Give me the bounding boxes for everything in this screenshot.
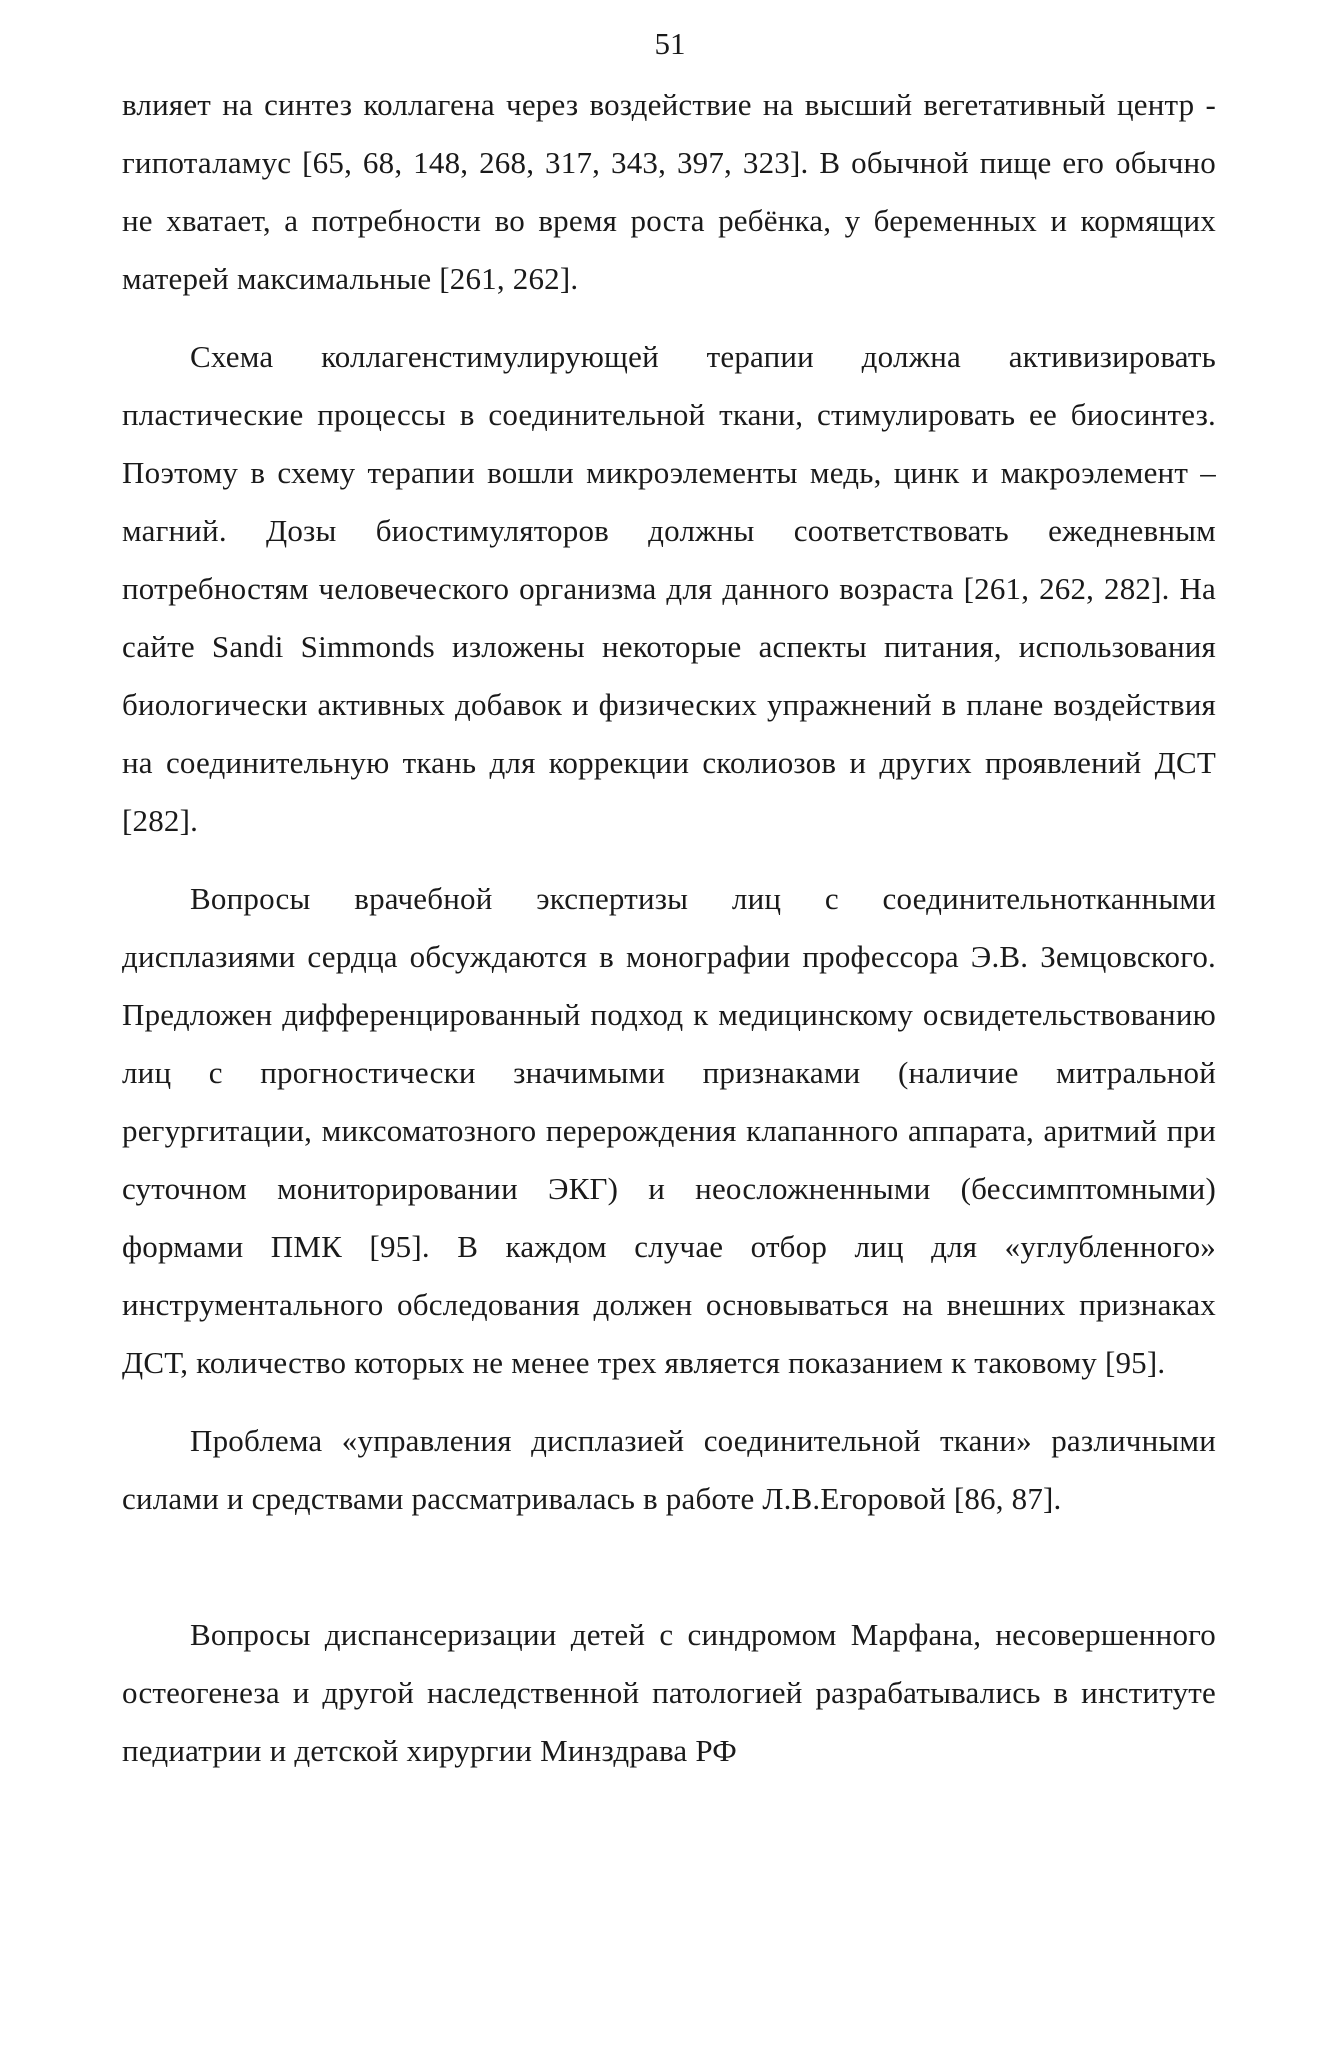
paragraph-dysplasia-management: Проблема «управления дисплазией соединительной ткани» различными силами и средствами рассматривалась в работе Л.В.Егоровой [86, 87]. <box>122 1423 1216 1516</box>
body-text <box>122 76 1216 1780</box>
page-number: 51 <box>654 26 686 61</box>
paragraph-continuation: влияет на синтез коллагена через воздействие на высший вегетативный центр - гипоталамус [65, 68, 148, 268, 317, 343, 397, 323]. В обычной пище его обычно не хватает, а потребности во время роста ребёнка, у беременных и кормящих матерей максимальные [261, 262]. <box>122 87 1216 296</box>
paragraph-medical-expertise: Вопросы врачебной экспертизы лиц с соединительнотканными дисплазиями сердца обсуждаются в монографии профессора Э.В. Земцовского. Предложен дифференцированный подход к медицинскому освидетельствованию лиц с прогностически значимыми признаками (наличие митральной регургитации, миксоматозного перерождения клапанного аппарата, аритмий при суточном мониторировании ЭКГ) и неосложненными (бессимптомными) формами ПМК [95]. В каждом случае отбор лиц для «углубленного» инструментального обследования должен основываться на внешних признаках ДСТ, количество которых не менее трех является показанием к таковому [95]. <box>122 881 1216 1380</box>
paragraph-collagen-therapy: Схема коллагенстимулирующей терапии должна активизировать пластические процессы в соединительной ткани, стимулировать ее биосинтез. Поэтому в схему терапии вошли микроэлементы медь, цинк и макроэлемент – магний. Дозы биостимуляторов должны соответствовать ежедневным потребностям человеческого организма для данного возраста [261, 262, 282]. На сайте Sandi Simmonds изложены некоторые аспекты питания, использования биологически активных добавок и физических упражнений в плане воздействия на соединительную ткань для коррекции сколиозов и других проявлений ДСТ [282]. <box>122 339 1216 838</box>
paragraph-dispensary-care: Вопросы диспансеризации детей с синдромом Марфана, несовершенного остеогенеза и другой наследственной патологией разрабатывались в институте педиатрии и детской хирургии Минздрава РФ <box>122 1617 1216 1768</box>
